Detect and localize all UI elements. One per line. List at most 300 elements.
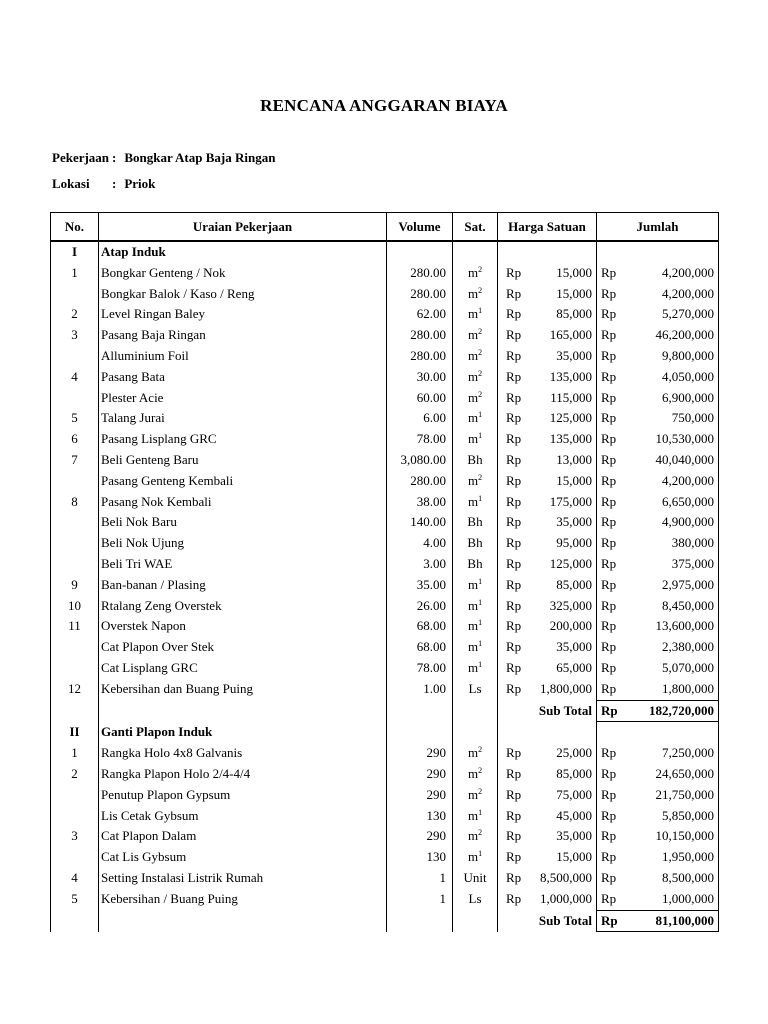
lokasi-value: Priok: [124, 176, 156, 191]
item-number: 9: [51, 575, 99, 596]
item-description: Bongkar Balok / Kaso / Reng: [99, 284, 387, 305]
price-currency: Rp: [506, 745, 522, 761]
item-unit-exponent: 2: [478, 828, 483, 838]
item-unit-exponent: 1: [478, 431, 483, 441]
item-volume: 130: [387, 806, 453, 827]
item-total: 750,000: [625, 408, 719, 429]
subtotal-currency: Rp: [597, 700, 625, 722]
item-total: 380,000: [625, 533, 719, 554]
table-row: [51, 512, 719, 533]
item-description: Beli Tri WAE: [99, 554, 387, 575]
item-total: 5,070,000: [625, 658, 719, 679]
item-unit-price: 65,000: [534, 658, 597, 679]
item-unit-text: m: [467, 618, 479, 634]
item-unit: [453, 263, 498, 284]
item-volume: 290: [387, 764, 453, 785]
item-unit-text: m: [467, 264, 479, 280]
item-volume: 130: [387, 847, 453, 868]
section-number: I: [51, 241, 99, 263]
table-row: [51, 429, 719, 450]
item-unit: [453, 325, 498, 346]
total-currency: Rp: [601, 745, 617, 761]
item-number: 1: [51, 743, 99, 764]
item-total: 4,200,000: [625, 284, 719, 305]
section-title: Ganti Plapon Induk: [99, 722, 387, 743]
table-row: [51, 471, 719, 492]
item-description: Cat Lis Gybsum: [99, 847, 387, 868]
pekerjaan-line: [52, 150, 275, 166]
item-unit-price: 125,000: [534, 554, 597, 575]
pekerjaan-label: Pekerjaan: [52, 150, 110, 165]
item-total: 5,270,000: [625, 304, 719, 325]
item-unit-price: 8,500,000: [534, 868, 597, 889]
total-currency: Rp: [601, 807, 617, 823]
item-unit-price: 125,000: [534, 408, 597, 429]
item-unit-price: 15,000: [534, 263, 597, 284]
total-currency: Rp: [601, 555, 617, 571]
item-unit: [453, 679, 498, 700]
item-description: Pasang Lisplang GRC: [99, 429, 387, 450]
price-currency: Rp: [506, 389, 522, 405]
table-row: [51, 596, 719, 617]
total-currency: Rp: [601, 410, 617, 426]
item-unit-text: m: [467, 765, 479, 781]
item-description: Pasang Nok Kembali: [99, 492, 387, 513]
item-unit-text: m: [467, 410, 479, 426]
item-unit: [453, 889, 498, 910]
price-currency: Rp: [506, 890, 522, 906]
item-number: 1: [51, 263, 99, 284]
item-total: 4,200,000: [625, 263, 719, 284]
item-number: 12: [51, 679, 99, 700]
item-unit: [453, 429, 498, 450]
item-unit-price: 1,800,000: [534, 679, 597, 700]
item-unit-exponent: 1: [478, 639, 483, 649]
total-currency: Rp: [601, 347, 617, 363]
item-unit: [453, 450, 498, 471]
item-volume: 290: [387, 826, 453, 847]
item-unit: [453, 471, 498, 492]
item-description: Rangka Plapon Holo 2/4-4/4: [99, 764, 387, 785]
price-currency: Rp: [506, 410, 522, 426]
item-unit-exponent: 2: [478, 285, 483, 295]
item-volume: 78.00: [387, 429, 453, 450]
item-number: 8: [51, 492, 99, 513]
item-description: Beli Nok Ujung: [99, 533, 387, 554]
item-unit-exponent: 1: [478, 807, 483, 817]
table-row: [51, 408, 719, 429]
item-description: Talang Jurai: [99, 408, 387, 429]
price-currency: Rp: [506, 327, 522, 343]
empty-cell: [534, 722, 597, 743]
item-unit-text: Ls: [468, 890, 482, 906]
total-currency: Rp: [601, 285, 617, 301]
item-number: 2: [51, 764, 99, 785]
item-unit-price: 15,000: [534, 471, 597, 492]
item-unit: [453, 616, 498, 637]
table-row: [51, 637, 719, 658]
header-no: No.: [51, 213, 99, 242]
item-number: [51, 533, 99, 554]
item-unit-text: m: [467, 327, 479, 343]
item-unit-text: m: [467, 368, 479, 384]
item-volume: 60.00: [387, 388, 453, 409]
table-row: [51, 263, 719, 284]
cost-table: [50, 212, 719, 932]
item-total: 375,000: [625, 554, 719, 575]
price-currency: Rp: [506, 786, 522, 802]
item-unit-text: Bh: [467, 514, 483, 530]
table-row: [51, 847, 719, 868]
empty-cell: [387, 241, 453, 263]
item-unit-exponent: 1: [478, 410, 483, 420]
total-currency: Rp: [601, 765, 617, 781]
table-row: [51, 868, 719, 889]
item-unit: [453, 806, 498, 827]
item-volume: 3,080.00: [387, 450, 453, 471]
table-row: [51, 450, 719, 471]
empty-cell: [597, 241, 625, 263]
total-currency: Rp: [601, 869, 617, 885]
item-number: 4: [51, 367, 99, 388]
empty-cell: [99, 700, 387, 722]
total-currency: Rp: [601, 451, 617, 467]
item-number: 4: [51, 868, 99, 889]
item-unit-exponent: 2: [478, 745, 483, 755]
item-unit: [453, 388, 498, 409]
item-volume: 1: [387, 868, 453, 889]
item-description: Ban-banan / Plasing: [99, 575, 387, 596]
item-total: 13,600,000: [625, 616, 719, 637]
item-unit: [453, 304, 498, 325]
item-total: 8,500,000: [625, 868, 719, 889]
item-number: 10: [51, 596, 99, 617]
table-row: [51, 492, 719, 513]
item-unit-price: 115,000: [534, 388, 597, 409]
item-description: Pasang Genteng Kembali: [99, 471, 387, 492]
price-currency: Rp: [506, 535, 522, 551]
table-row: [51, 284, 719, 305]
item-number: [51, 785, 99, 806]
section-header-row: [51, 722, 719, 743]
table-row: [51, 346, 719, 367]
empty-cell: [534, 241, 597, 263]
item-description: Alluminium Foil: [99, 346, 387, 367]
table-row: [51, 826, 719, 847]
price-currency: Rp: [506, 347, 522, 363]
item-unit-price: 15,000: [534, 847, 597, 868]
total-currency: Rp: [601, 431, 617, 447]
total-currency: Rp: [601, 849, 617, 865]
item-number: [51, 806, 99, 827]
price-currency: Rp: [506, 828, 522, 844]
item-unit: [453, 533, 498, 554]
item-description: Penutup Plapon Gypsum: [99, 785, 387, 806]
item-total: 4,050,000: [625, 367, 719, 388]
total-currency: Rp: [601, 264, 617, 280]
item-description: Rangka Holo 4x8 Galvanis: [99, 743, 387, 764]
item-unit-price: 165,000: [534, 325, 597, 346]
table-row: [51, 889, 719, 910]
total-currency: Rp: [601, 368, 617, 384]
item-unit-exponent: 1: [478, 849, 483, 859]
item-volume: 4.00: [387, 533, 453, 554]
item-unit-text: Bh: [467, 451, 483, 467]
subtotal-label: Sub Total: [498, 700, 597, 722]
item-unit-text: m: [467, 472, 479, 488]
item-unit-text: m: [467, 597, 479, 613]
total-currency: Rp: [601, 514, 617, 530]
table-header-row: [51, 213, 719, 242]
table-row: [51, 764, 719, 785]
item-unit: [453, 492, 498, 513]
item-total: 1,800,000: [625, 679, 719, 700]
item-number: [51, 388, 99, 409]
empty-cell: [387, 700, 453, 722]
item-total: 2,975,000: [625, 575, 719, 596]
item-unit-exponent: 2: [478, 368, 483, 378]
item-unit-price: 175,000: [534, 492, 597, 513]
item-unit-exponent: 2: [478, 264, 483, 274]
subtotal-row: [51, 910, 719, 932]
table-row: [51, 533, 719, 554]
item-unit-text: Unit: [463, 869, 487, 885]
item-total: 4,900,000: [625, 512, 719, 533]
item-number: 5: [51, 889, 99, 910]
item-number: 6: [51, 429, 99, 450]
total-currency: Rp: [601, 659, 617, 675]
item-unit-exponent: 2: [478, 786, 483, 796]
price-currency: Rp: [506, 368, 522, 384]
item-unit-price: 35,000: [534, 512, 597, 533]
item-total: 8,450,000: [625, 596, 719, 617]
total-currency: Rp: [601, 786, 617, 802]
item-total: 2,380,000: [625, 637, 719, 658]
price-currency: Rp: [506, 493, 522, 509]
price-currency: Rp: [506, 849, 522, 865]
item-unit-exponent: 2: [478, 347, 483, 357]
item-unit: [453, 575, 498, 596]
price-currency: Rp: [506, 597, 522, 613]
item-unit-exponent: 1: [478, 576, 483, 586]
total-currency: Rp: [601, 472, 617, 488]
item-number: [51, 658, 99, 679]
item-total: 40,040,000: [625, 450, 719, 471]
item-unit-text: Bh: [467, 535, 483, 551]
item-unit: [453, 826, 498, 847]
item-volume: 280.00: [387, 284, 453, 305]
price-currency: Rp: [506, 576, 522, 592]
subtotal-value: 182,720,000: [625, 700, 719, 722]
table-row: [51, 679, 719, 700]
item-description: Lis Cetak Gybsum: [99, 806, 387, 827]
total-currency: Rp: [601, 597, 617, 613]
empty-cell: [453, 722, 498, 743]
item-unit-exponent: 2: [478, 389, 483, 399]
price-currency: Rp: [506, 431, 522, 447]
item-volume: 140.00: [387, 512, 453, 533]
price-currency: Rp: [506, 451, 522, 467]
table-row: [51, 388, 719, 409]
empty-cell: [99, 910, 387, 932]
item-description: Cat Lisplang GRC: [99, 658, 387, 679]
item-total: 9,800,000: [625, 346, 719, 367]
item-description: Kebersihan dan Buang Puing: [99, 679, 387, 700]
header-sat: Sat.: [453, 213, 498, 242]
price-currency: Rp: [506, 765, 522, 781]
item-unit-text: m: [467, 389, 479, 405]
item-unit-price: 35,000: [534, 637, 597, 658]
empty-cell: [625, 722, 719, 743]
item-number: [51, 847, 99, 868]
item-unit-price: 85,000: [534, 575, 597, 596]
table-row: [51, 367, 719, 388]
item-unit: [453, 408, 498, 429]
item-number: [51, 637, 99, 658]
lokasi-line: [52, 176, 155, 192]
item-number: 2: [51, 304, 99, 325]
item-unit: [453, 637, 498, 658]
item-volume: 1.00: [387, 679, 453, 700]
item-unit-price: 1,000,000: [534, 889, 597, 910]
item-volume: 1: [387, 889, 453, 910]
subtotal-row: [51, 700, 719, 722]
item-description: Kebersihan / Buang Puing: [99, 889, 387, 910]
item-volume: 3.00: [387, 554, 453, 575]
pekerjaan-value: Bongkar Atap Baja Ringan: [124, 150, 276, 165]
table-row: [51, 554, 719, 575]
item-unit-text: m: [467, 285, 479, 301]
item-volume: 280.00: [387, 471, 453, 492]
table-row: [51, 806, 719, 827]
item-unit-price: 95,000: [534, 533, 597, 554]
item-number: 5: [51, 408, 99, 429]
item-number: [51, 284, 99, 305]
item-number: 11: [51, 616, 99, 637]
item-volume: 35.00: [387, 575, 453, 596]
item-unit-exponent: 1: [478, 493, 483, 503]
item-total: 21,750,000: [625, 785, 719, 806]
section-number: II: [51, 722, 99, 743]
item-total: 46,200,000: [625, 325, 719, 346]
price-currency: Rp: [506, 618, 522, 634]
empty-cell: [51, 910, 99, 932]
item-number: [51, 554, 99, 575]
item-unit-price: 45,000: [534, 806, 597, 827]
item-total: 5,850,000: [625, 806, 719, 827]
table-row: [51, 325, 719, 346]
item-unit-price: 15,000: [534, 284, 597, 305]
page-title: RENCANA ANGGARAN BIAYA: [260, 96, 508, 115]
item-unit-text: m: [467, 639, 479, 655]
empty-cell: [387, 910, 453, 932]
total-currency: Rp: [601, 890, 617, 906]
item-description: Pasang Baja Ringan: [99, 325, 387, 346]
item-unit: [453, 346, 498, 367]
total-currency: Rp: [601, 828, 617, 844]
pekerjaan-separator: :: [112, 150, 117, 165]
item-description: Beli Genteng Baru: [99, 450, 387, 471]
item-unit: [453, 512, 498, 533]
price-currency: Rp: [506, 680, 522, 696]
subtotal-value: 81,100,000: [625, 910, 719, 932]
item-unit: [453, 596, 498, 617]
empty-cell: [498, 241, 534, 263]
item-description: Cat Plapon Dalam: [99, 826, 387, 847]
subtotal-label: Sub Total: [498, 910, 597, 932]
empty-cell: [453, 910, 498, 932]
section-title: Atap Induk: [99, 241, 387, 263]
empty-cell: [453, 241, 498, 263]
item-unit: [453, 284, 498, 305]
item-unit-exponent: 1: [478, 597, 483, 607]
lokasi-separator: :: [112, 176, 117, 191]
item-unit: [453, 658, 498, 679]
item-volume: 280.00: [387, 346, 453, 367]
item-unit-price: 200,000: [534, 616, 597, 637]
table-row: [51, 785, 719, 806]
item-unit-text: Bh: [467, 555, 483, 571]
item-unit: [453, 554, 498, 575]
total-currency: Rp: [601, 639, 617, 655]
item-description: Overstek Napon: [99, 616, 387, 637]
lokasi-label: Lokasi: [52, 176, 90, 191]
header-volume: Volume: [387, 213, 453, 242]
item-description: Bongkar Genteng / Nok: [99, 263, 387, 284]
item-unit-text: m: [467, 347, 479, 363]
total-currency: Rp: [601, 618, 617, 634]
item-unit-text: m: [467, 745, 479, 761]
item-unit-exponent: 1: [478, 659, 483, 669]
item-unit-price: 135,000: [534, 429, 597, 450]
total-currency: Rp: [601, 389, 617, 405]
item-unit-text: m: [467, 306, 479, 322]
cost-table-container: [50, 212, 718, 932]
price-currency: Rp: [506, 285, 522, 301]
total-currency: Rp: [601, 493, 617, 509]
item-total: 4,200,000: [625, 471, 719, 492]
total-currency: Rp: [601, 680, 617, 696]
item-unit-price: 25,000: [534, 743, 597, 764]
price-currency: Rp: [506, 514, 522, 530]
item-unit-price: 35,000: [534, 826, 597, 847]
header-jumlah: Jumlah: [597, 213, 719, 242]
empty-cell: [597, 722, 625, 743]
item-unit-exponent: 1: [478, 618, 483, 628]
item-total: 10,150,000: [625, 826, 719, 847]
item-unit-text: m: [467, 786, 479, 802]
item-unit-price: 325,000: [534, 596, 597, 617]
table-row: [51, 743, 719, 764]
item-volume: 38.00: [387, 492, 453, 513]
header-uraian: Uraian Pekerjaan: [99, 213, 387, 242]
item-unit-price: 13,000: [534, 450, 597, 471]
table-row: [51, 616, 719, 637]
item-volume: 68.00: [387, 637, 453, 658]
item-total: 6,650,000: [625, 492, 719, 513]
item-description: Beli Nok Baru: [99, 512, 387, 533]
item-total: 24,650,000: [625, 764, 719, 785]
item-unit-exponent: 1: [478, 306, 483, 316]
table-row: [51, 658, 719, 679]
item-total: 7,250,000: [625, 743, 719, 764]
item-number: 3: [51, 325, 99, 346]
item-number: [51, 512, 99, 533]
item-description: Setting Instalasi Listrik Rumah: [99, 868, 387, 889]
item-unit-price: 85,000: [534, 764, 597, 785]
item-unit-price: 135,000: [534, 367, 597, 388]
item-unit: [453, 367, 498, 388]
